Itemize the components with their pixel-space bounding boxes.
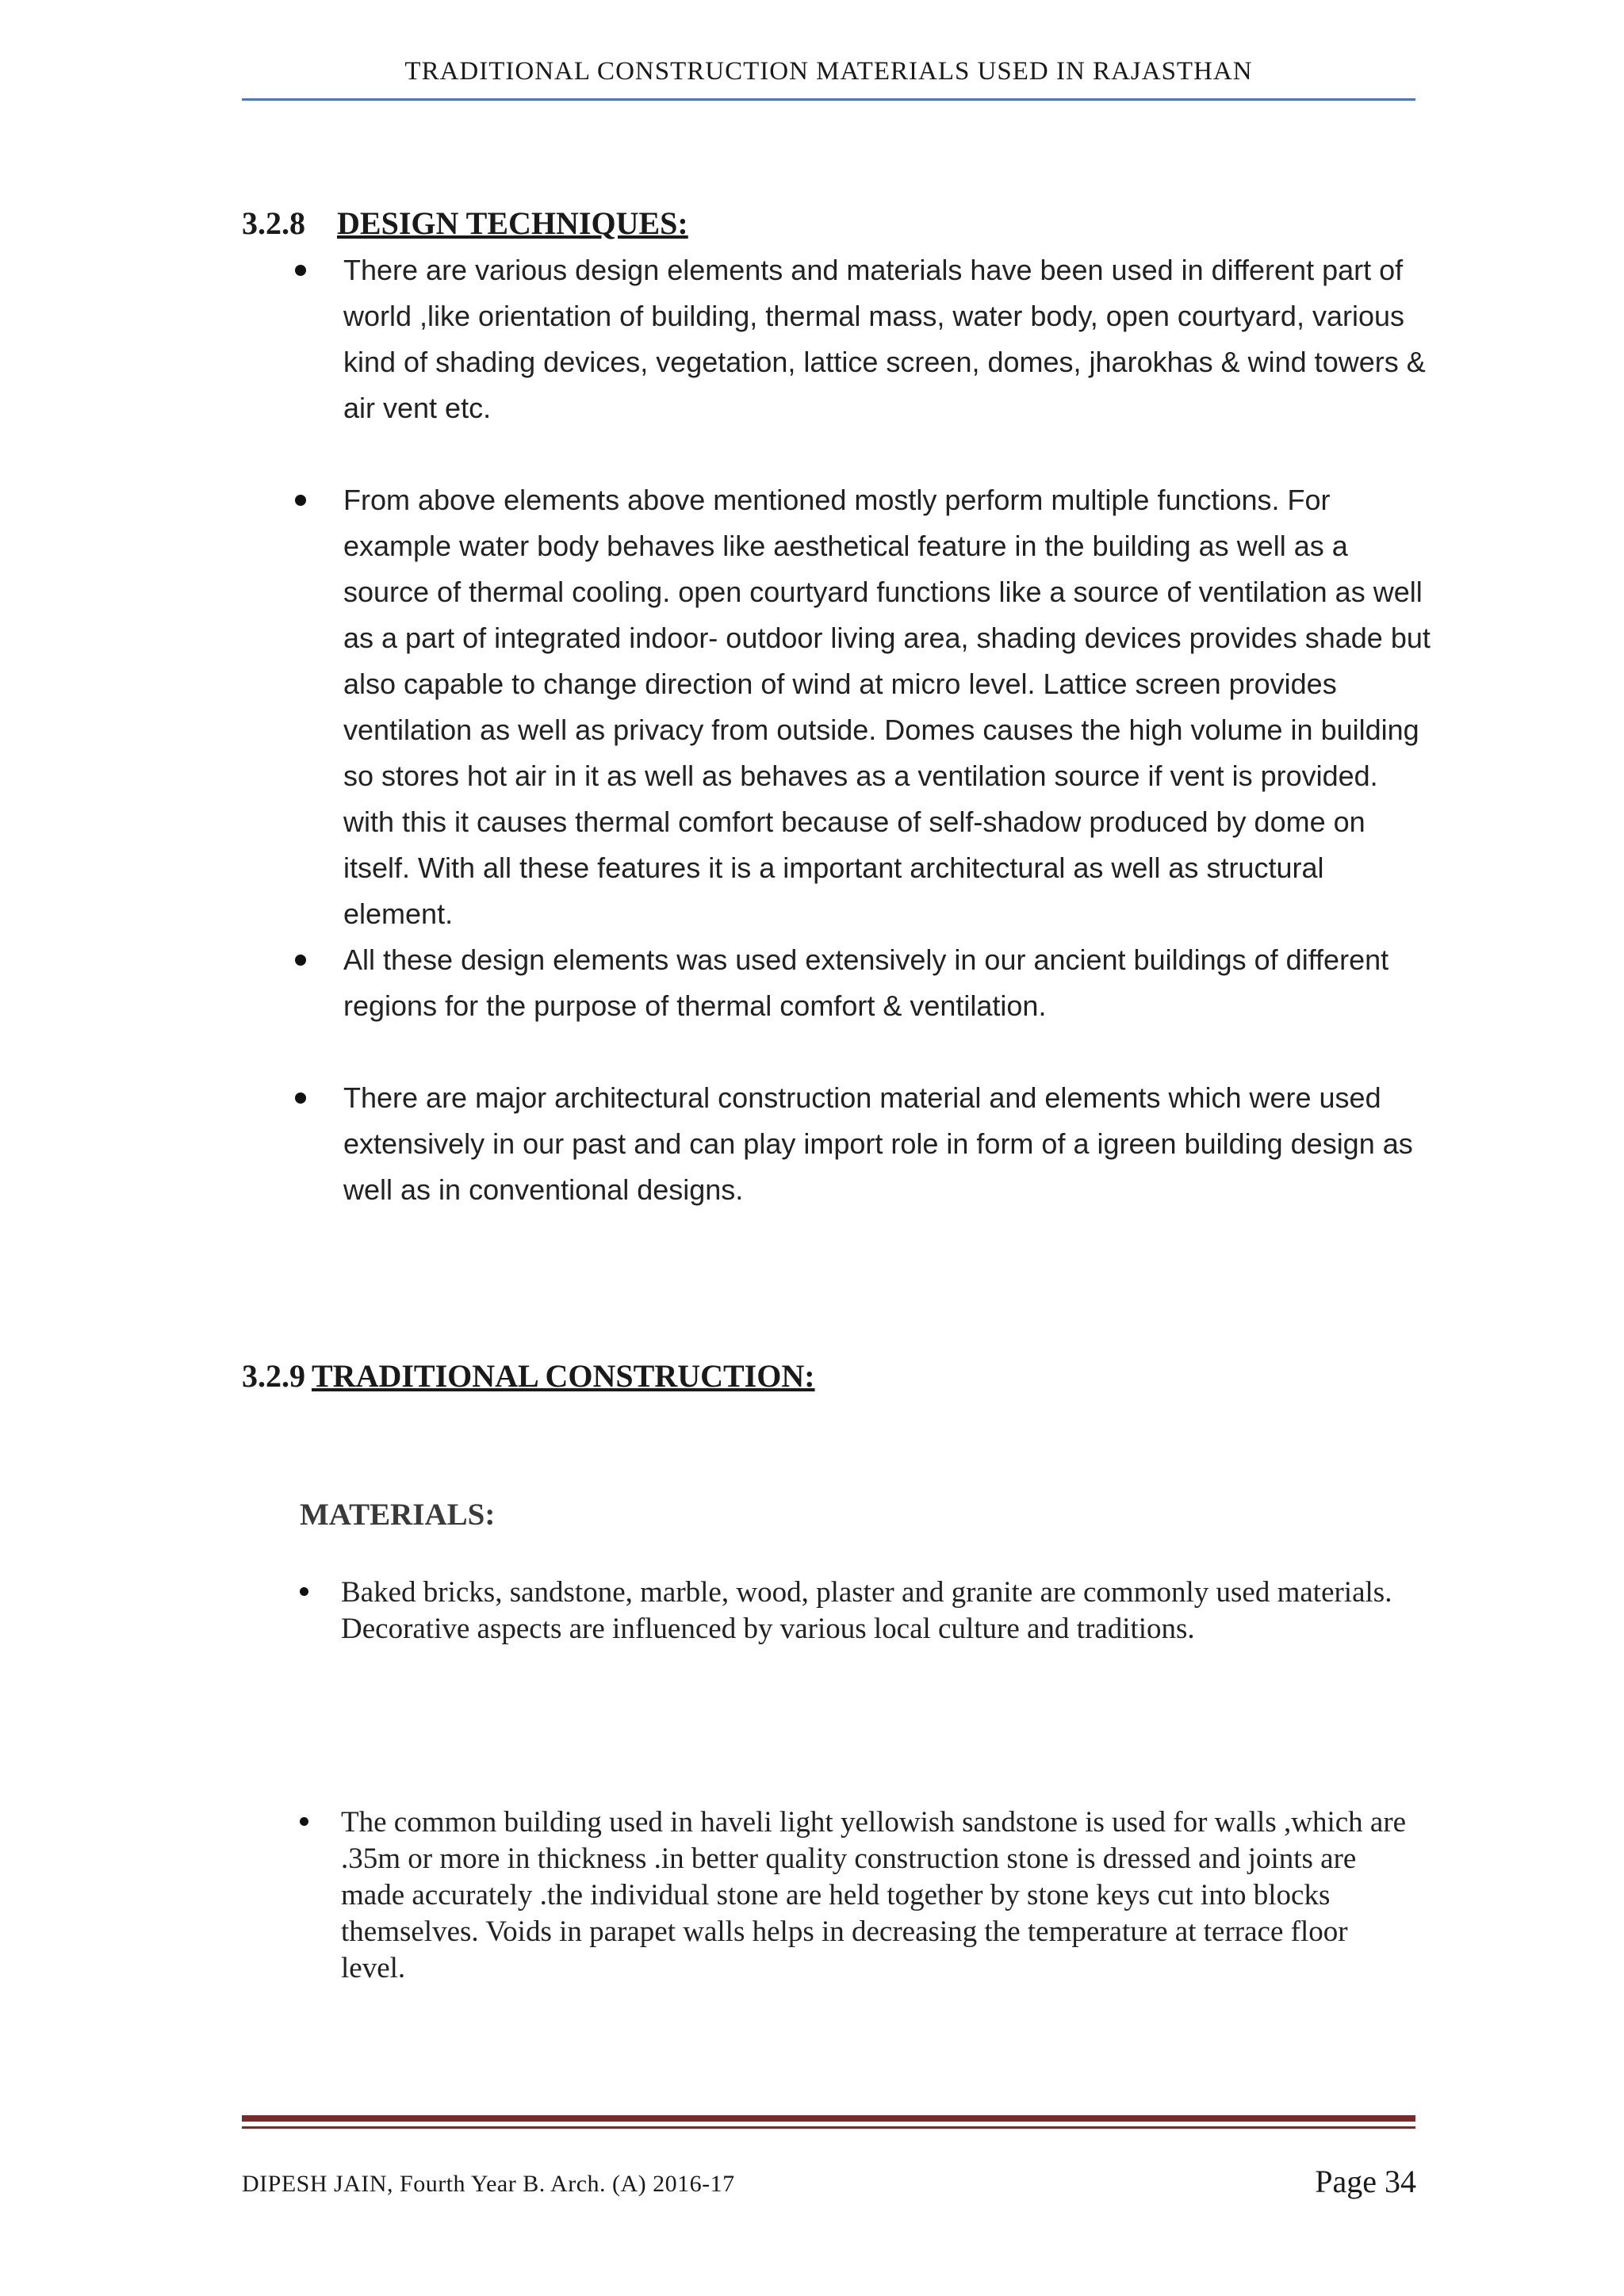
design-techniques-bullet-4 [242,1075,1431,1213]
design-techniques-bullet-1 [242,247,1431,431]
bullet-text: All these design elements was used extensively in our ancient buildings of different regions for the purpose of thermal comfort & ventilation. [343,943,1389,1022]
section-title: TRADITIONAL CONSTRUCTION: [312,1358,815,1394]
section-number: 3.2.9 [242,1358,305,1394]
section-heading-design-techniques [242,205,688,242]
header-rule [242,98,1415,101]
footer-rule-thin [242,2126,1415,2129]
bullet-text: From above elements above mentioned mostly perform multiple functions. For example water body behaves like aesthetical feature in the building as well as a source of thermal cooling. open courtyard functions like a source of ventilation as well as a part of integrated indoor- outdoor living area, shading devices provides shade but also capable to change direction of wind at micro level. Lattice screen provides ventilation as well as privacy from outside. Domes causes the high volume in building so stores hot air in it as well as behaves as a ventilation source if vent is provided. with this it causes thermal comfort because of self-shadow produced by dome on itself. With all these features it is a important architectural as well as structural element. [343,484,1431,930]
footer-rule [242,2115,1415,2122]
materials-bullet-2 [300,1804,1418,1987]
bullet-icon [300,1817,308,1826]
bullet-icon [295,265,306,276]
bullet-text: The common building used in haveli light yellowish sandstone is used for walls ,which are .35m or more in thickness .in better quality construction stone is dressed and joints are made accurately .the individual stone are held together by stone keys cut into blocks themselves. Voids in parapet walls helps in decreasing the temperature at terrace floor level. [341,1806,1407,1984]
bullet-icon [295,1093,306,1104]
footer-author: DIPESH JAIN, Fourth Year B. Arch. (A) 2016-17 [242,2171,735,2197]
materials-subheading: MATERIALS: [300,1498,496,1532]
bullet-text: There are various design elements and materials have been used in different part of world ,like orientation of building, thermal mass, water body, open courtyard, various kind of shading devices, vegetation, lattice screen, domes, jharokhas & wind towers & air vent etc. [343,254,1426,424]
section-heading-traditional-construction [242,1357,815,1395]
design-techniques-bullet-3 [242,937,1431,1029]
materials-bullet-1 [300,1575,1418,1647]
running-header: TRADITIONAL CONSTRUCTION MATERIALS USED IN RAJASTHAN [404,57,1253,86]
page-number: Page 34 [1315,2164,1416,2199]
section-number: 3.2.8 [242,205,305,241]
design-techniques-bullet-2 [242,477,1431,937]
bullet-icon [300,1587,308,1596]
bullet-icon [295,955,306,966]
bullet-text: Baked bricks, sandstone, marble, wood, plaster and granite are commonly used materials. Decorative aspects are influenced by various local culture and traditions. [341,1576,1392,1645]
section-title: DESIGN TECHNIQUES: [337,205,688,241]
bullet-icon [295,495,306,506]
bullet-text: There are major architectural construction material and elements which were used extensively in our past and can play import role in form of a igreen building design as well as in conventional designs. [343,1081,1413,1206]
